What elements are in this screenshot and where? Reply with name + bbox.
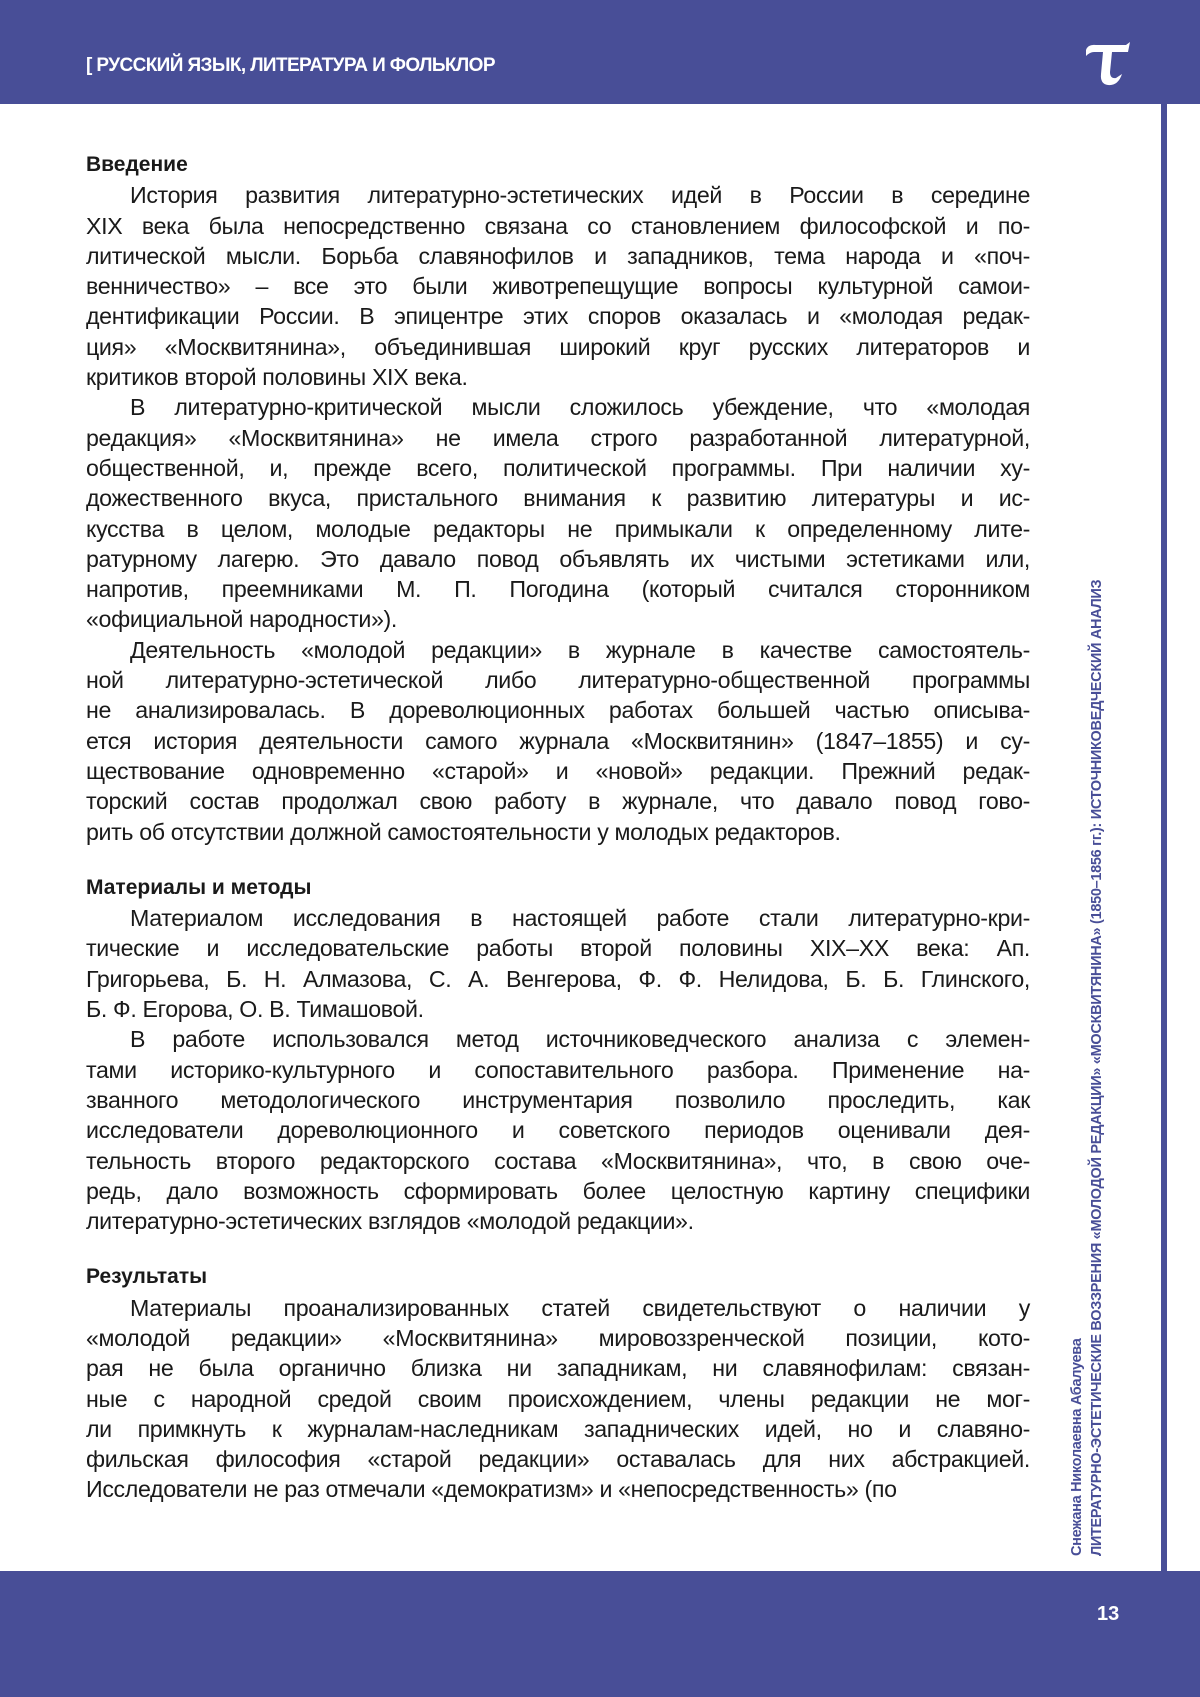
text-line: ция» «Москвитянина», объединившая широкий круг русских литераторов и	[86, 332, 1030, 362]
text-line: редакция» «Москвитянина» не имела строго разработанной литературной,	[86, 423, 1030, 453]
text-line: литической мысли. Борьба славянофилов и западников, тема народа и «поч-	[86, 241, 1030, 271]
text-line: ществование одновременно «старой» и «новой» редакции. Прежний редак-	[86, 756, 1030, 786]
text-line: Григорьева, Б. Н. Алмазова, С. А. Венгерова, Ф. Ф. Нелидова, Б. Б. Глинского,	[86, 964, 1030, 994]
text-line: XIX века была непосредственно связана со становлением философской и по-	[86, 211, 1030, 241]
text-line: Деятельность «молодой редакции» в журнале в качестве самостоятель-	[86, 635, 1030, 665]
text-line: тами историко-культурного и сопоставительного разбора. Применение на-	[86, 1055, 1030, 1085]
section-heading: Результаты	[86, 1262, 1030, 1292]
paragraph	[86, 1024, 1030, 1236]
text-line: напротив, преемниками М. П. Погодина (который считался сторонником	[86, 574, 1030, 604]
section-title: [ РУССКИЙ ЯЗЫК, ЛИТЕРАТУРА И ФОЛЬКЛОР	[86, 55, 495, 77]
text-line: ется история деятельности самого журнала «Москвитянин» (1847–1855) и су-	[86, 726, 1030, 756]
text-line: Б. Ф. Егорова, О. В. Тимашовой.	[86, 994, 1030, 1024]
text-line: Исследователи не раз отмечали «демократизм» и «непосредственность» (по	[86, 1474, 1030, 1504]
text-line: венничество» – все это были животрепещущие вопросы культурной самои-	[86, 271, 1030, 301]
text-line: фильская философия «старой редакции» оставалась для них абстракцией.	[86, 1444, 1030, 1474]
text-line: «молодой редакции» «Москвитянина» мировоззренческой позиции, кото-	[86, 1323, 1030, 1353]
text-line: рить об отсутствии должной самостоятельности у молодых редакторов.	[86, 817, 1030, 847]
paragraph	[86, 903, 1030, 1024]
text-line: литературно-эстетических взглядов «молодой редакции».	[86, 1206, 1030, 1236]
text-line: тельность второго редакторского состава «Москвитянина», что, в свою оче-	[86, 1146, 1030, 1176]
text-line: ные с народной средой своим происхождением, члены редакции не мог-	[86, 1384, 1030, 1414]
text-line: общественной, и, прежде всего, политической программы. При наличии ху-	[86, 453, 1030, 483]
footer-bar	[0, 1571, 1200, 1697]
text-line: редь, дало возможность сформировать более целостную картину специфики	[86, 1176, 1030, 1206]
journal-logo-icon	[1082, 42, 1132, 86]
paragraph	[86, 1293, 1030, 1505]
paragraph	[86, 180, 1030, 392]
text-line: критиков второй половины XIX века.	[86, 362, 1030, 392]
text-line: торский состав продолжал свою работу в журнале, что давало повод гово-	[86, 786, 1030, 816]
article-body	[86, 150, 1030, 1505]
text-line: «официальной народности»).	[86, 604, 1030, 634]
text-line: дентификации России. В эпицентре этих споров оказалась и «молодая редак-	[86, 301, 1030, 331]
text-line: не анализировалась. В дореволюционных работах большей частью описыва-	[86, 695, 1030, 725]
text-line: ли примкнуть к журналам-наследникам западнических идей, но и славяно-	[86, 1414, 1030, 1444]
text-line: кусства в целом, молодые редакторы не примыкали к определенному лите-	[86, 514, 1030, 544]
paragraph	[86, 392, 1030, 634]
running-title: ЛИТЕРАТУРНО-ЭСТЕТИЧЕСКИЕ ВОЗЗРЕНИЯ «МОЛОДОЙ РЕДАКЦИИ» «МОСКВИТЯНИНА» (1850–1856 гг.): ИСТОЧНИКОВЕДЧЕСКИЙ АНАЛИЗ	[1089, 580, 1105, 1556]
text-line: исследователи дореволюционного и советского периодов оценивали дея-	[86, 1115, 1030, 1145]
text-line: рая не была органично близка ни западникам, ни славянофилам: связан-	[86, 1353, 1030, 1383]
text-line: дожественного вкуса, пристального внимания к развитию литературы и ис-	[86, 483, 1030, 513]
text-line: Материалом исследования в настоящей работе стали литературно-кри-	[86, 903, 1030, 933]
text-line: В работе использовался метод источниковедческого анализа с элемен-	[86, 1024, 1030, 1054]
text-line: В литературно-критической мысли сложилось убеждение, что «молодая	[86, 392, 1030, 422]
text-line: Материалы проанализированных статей свидетельствуют о наличии у	[86, 1293, 1030, 1323]
text-line: ной литературно-эстетической либо литературно-общественной программы	[86, 665, 1030, 695]
margin-rule	[1161, 104, 1167, 1571]
running-author: Снежана Николаевна Абалуева	[1069, 1339, 1085, 1556]
text-line: История развития литературно-эстетических идей в России в середине	[86, 180, 1030, 210]
paragraph	[86, 635, 1030, 847]
header-bar	[0, 0, 1200, 104]
page-number: 13	[1097, 1603, 1119, 1626]
text-line: ратурному лагерю. Это давало повод объявлять их чистыми эстетиками или,	[86, 544, 1030, 574]
text-line: тические и исследовательские работы второй половины XIX–XX века: Ап.	[86, 933, 1030, 963]
section-heading: Материалы и методы	[86, 873, 1030, 903]
section-heading: Введение	[86, 150, 1030, 180]
text-line: званного методологического инструментария позволило проследить, как	[86, 1085, 1030, 1115]
